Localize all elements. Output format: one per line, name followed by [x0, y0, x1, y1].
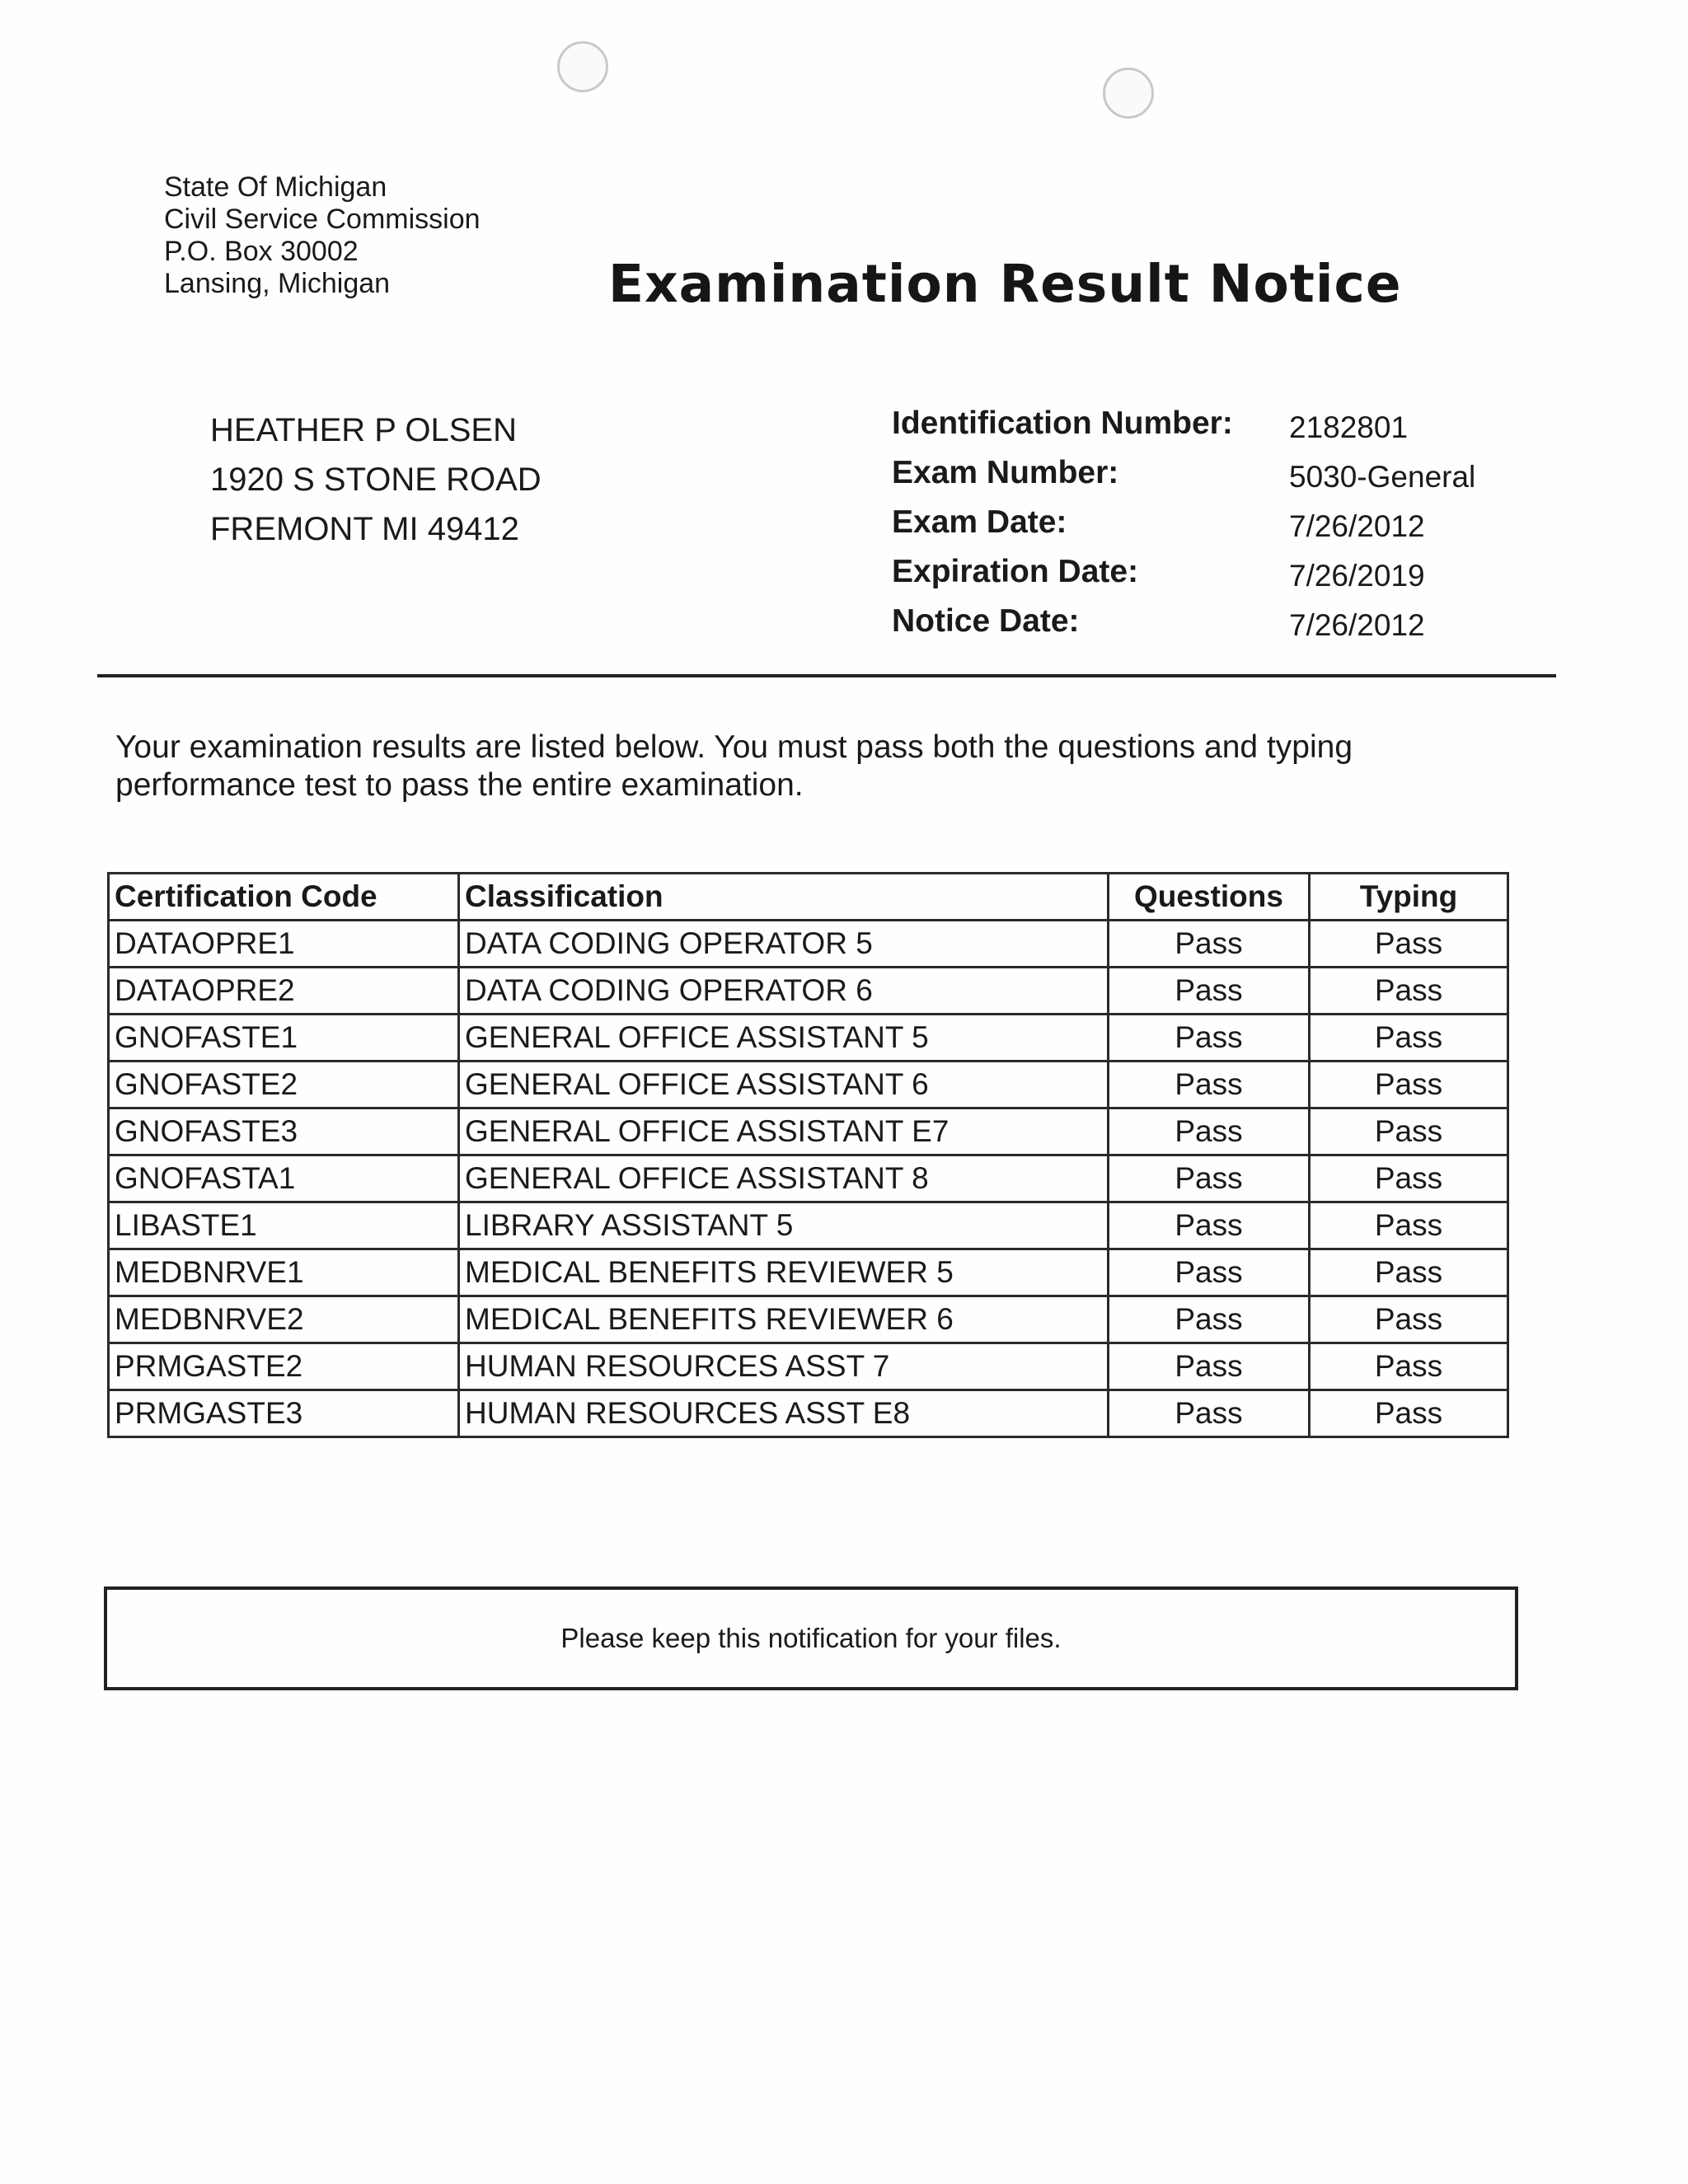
cell-classification: MEDICAL BENEFITS REVIEWER 5	[459, 1249, 1109, 1296]
cell-questions: Pass	[1109, 968, 1310, 1015]
punch-hole	[1103, 68, 1154, 119]
cell-questions: Pass	[1109, 1343, 1310, 1390]
info-value: 2182801	[1289, 410, 1409, 444]
cell-classification: LIBRARY ASSISTANT 5	[459, 1202, 1109, 1249]
cell-questions: Pass	[1109, 1155, 1310, 1202]
header-questions: Questions	[1109, 874, 1310, 921]
cell-classification: GENERAL OFFICE ASSISTANT 6	[459, 1062, 1109, 1108]
cell-classification: DATA CODING OPERATOR 5	[459, 921, 1109, 968]
cell-questions: Pass	[1109, 1108, 1310, 1155]
cell-typing: Pass	[1310, 968, 1508, 1015]
header-classification: Classification	[459, 874, 1109, 921]
table-header-row	[109, 874, 1508, 921]
cell-certification-code: DATAOPRE2	[109, 968, 459, 1015]
header-typing: Typing	[1310, 874, 1508, 921]
sender-address	[164, 171, 481, 300]
cell-typing: Pass	[1310, 1296, 1508, 1343]
cell-typing: Pass	[1310, 1343, 1508, 1390]
info-label: Exam Date:	[892, 504, 1067, 540]
info-value: 7/26/2019	[1289, 559, 1425, 593]
table-row	[109, 1015, 1508, 1062]
recipient-city: FREMONT MI 49412	[210, 511, 519, 547]
cell-classification: DATA CODING OPERATOR 6	[459, 968, 1109, 1015]
cell-questions: Pass	[1109, 1390, 1310, 1437]
cell-questions: Pass	[1109, 1202, 1310, 1249]
cell-typing: Pass	[1310, 1390, 1508, 1437]
cell-certification-code: GNOFASTE2	[109, 1062, 459, 1108]
cell-questions: Pass	[1109, 921, 1310, 968]
cell-classification: MEDICAL BENEFITS REVIEWER 6	[459, 1296, 1109, 1343]
info-value: 7/26/2012	[1289, 509, 1425, 543]
results-table	[107, 872, 1509, 1438]
cell-certification-code: GNOFASTE3	[109, 1108, 459, 1155]
divider	[97, 674, 1556, 677]
sender-line: P.O. Box 30002	[164, 236, 359, 267]
page-title: Examination Result Notice	[608, 254, 1402, 314]
cell-typing: Pass	[1310, 1015, 1508, 1062]
table-row	[109, 1296, 1508, 1343]
cell-questions: Pass	[1109, 1015, 1310, 1062]
cell-certification-code: MEDBNRVE2	[109, 1296, 459, 1343]
cell-certification-code: LIBASTE1	[109, 1202, 459, 1249]
note-text: Please keep this notification for your files.	[560, 1623, 1062, 1653]
cell-typing: Pass	[1310, 1155, 1508, 1202]
sender-line: Civil Service Commission	[164, 204, 481, 235]
table-row	[109, 1202, 1508, 1249]
intro-text: Your examination results are listed below. You must pass both the questions and typing performance test to pass the entire examination.	[115, 729, 1353, 803]
sender-line: Lansing, Michigan	[164, 268, 391, 299]
cell-typing: Pass	[1310, 1249, 1508, 1296]
table-row	[109, 1343, 1508, 1390]
cell-classification: HUMAN RESOURCES ASST E8	[459, 1390, 1109, 1437]
cell-typing: Pass	[1310, 1202, 1508, 1249]
cell-certification-code: DATAOPRE1	[109, 921, 459, 968]
cell-certification-code: MEDBNRVE1	[109, 1249, 459, 1296]
cell-certification-code: GNOFASTA1	[109, 1155, 459, 1202]
cell-certification-code: PRMGASTE3	[109, 1390, 459, 1437]
recipient-name: HEATHER P OLSEN	[210, 412, 517, 448]
recipient-street: 1920 S STONE ROAD	[210, 462, 542, 498]
punch-hole	[557, 41, 608, 92]
cell-typing: Pass	[1310, 1062, 1508, 1108]
table-row	[109, 1390, 1508, 1437]
cell-typing: Pass	[1310, 1108, 1508, 1155]
cell-classification: GENERAL OFFICE ASSISTANT 5	[459, 1015, 1109, 1062]
cell-classification: HUMAN RESOURCES ASST 7	[459, 1343, 1109, 1390]
info-value: 7/26/2012	[1289, 608, 1425, 642]
note-box	[104, 1586, 1518, 1690]
cell-certification-code: PRMGASTE2	[109, 1343, 459, 1390]
table-row	[109, 968, 1508, 1015]
info-label: Notice Date:	[892, 603, 1080, 639]
table-row	[109, 1062, 1508, 1108]
cell-typing: Pass	[1310, 921, 1508, 968]
info-label: Exam Number:	[892, 455, 1119, 490]
table-row	[109, 1249, 1508, 1296]
recipient-address	[210, 405, 542, 554]
cell-classification: GENERAL OFFICE ASSISTANT 8	[459, 1155, 1109, 1202]
cell-questions: Pass	[1109, 1062, 1310, 1108]
info-value: 5030-General	[1289, 460, 1476, 494]
info-label: Identification Number:	[892, 405, 1233, 441]
cell-questions: Pass	[1109, 1249, 1310, 1296]
table-row	[109, 1155, 1508, 1202]
sender-line: State Of Michigan	[164, 171, 387, 203]
results-body	[109, 921, 1508, 1437]
cell-classification: GENERAL OFFICE ASSISTANT E7	[459, 1108, 1109, 1155]
cell-questions: Pass	[1109, 1296, 1310, 1343]
info-label: Expiration Date:	[892, 554, 1139, 589]
cell-certification-code: GNOFASTE1	[109, 1015, 459, 1062]
table-row	[109, 921, 1508, 968]
table-row	[109, 1108, 1508, 1155]
header-certification-code: Certification Code	[109, 874, 459, 921]
